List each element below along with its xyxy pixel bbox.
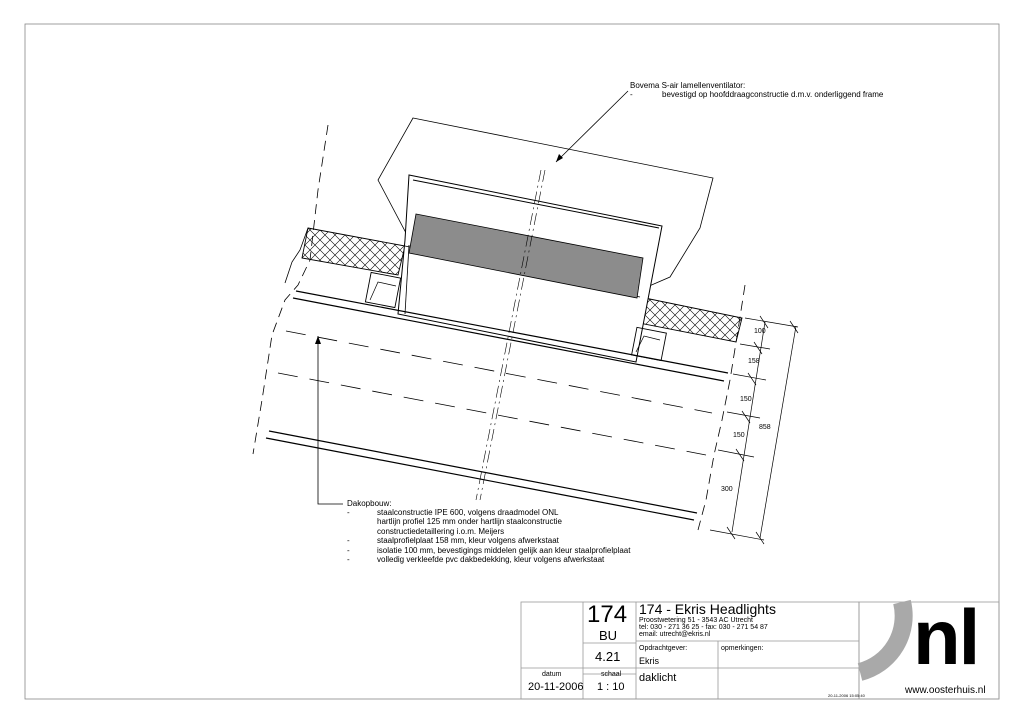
roof-item-dash: -: [347, 545, 350, 555]
ventilator-dash: -: [630, 90, 633, 99]
bracket-left: [365, 272, 400, 307]
remarks-label: opmerkingen:: [721, 645, 764, 652]
drawing-code: BU: [599, 628, 618, 643]
dim-150-b: 150: [733, 432, 745, 439]
sheet-number: 4.21: [595, 649, 621, 664]
flange-top: [269, 431, 697, 513]
scale-value: 1 : 10: [597, 681, 625, 693]
roof-item-dash: -: [347, 555, 350, 564]
date-label: datum: [542, 671, 562, 678]
roof-item-dash: -: [347, 508, 350, 517]
roof-item-dash: -: [347, 536, 350, 546]
client-label: Opdrachtgever:: [639, 645, 688, 652]
logo-arc: [860, 602, 904, 672]
logo-text: nl: [913, 593, 979, 681]
dim-ticks: [710, 316, 798, 544]
ventilator-text: bevestigd op hoofddraagconstructie d.m.v. onderliggend frame: [662, 90, 884, 99]
email: email: utrecht@ekris.nl: [639, 631, 711, 638]
insulation-left: [302, 228, 405, 275]
client-value: Ekris: [639, 656, 659, 666]
roof-item-text: hartlijn profiel 125 mm onder hartlijn staalconstructie: [377, 517, 562, 527]
dim-100: 100: [754, 328, 766, 335]
sheet-border: [25, 24, 999, 699]
dim-858: 858: [759, 424, 771, 431]
dim-150-a: 150: [740, 396, 752, 403]
drawing-name: daklicht: [639, 672, 677, 684]
scale-label: schaal: [601, 671, 622, 678]
hidden-line-1: [286, 331, 712, 413]
ventilator-title: Bovema S-air lamellenventilator:: [630, 81, 746, 90]
project-number: 174: [587, 601, 628, 628]
roof-item-text: volledig verkleefde pvc dakbedekking, kleur volgens afwerkstaat: [377, 555, 605, 564]
break-line-left: [253, 125, 328, 454]
leader-roof: [318, 336, 343, 504]
leader-ventilator: [556, 91, 628, 162]
dim-300: 300: [721, 486, 733, 493]
address: Proostwetering 51 - 3543 AC Utrecht: [639, 617, 754, 624]
roof-item-text: constructiedetaillering i.o.m. Meijers: [377, 526, 505, 536]
roof-item-text: staalconstructie IPE 600, volgens draadmodel ONL: [377, 508, 559, 517]
dim-line-outer: [760, 326, 796, 538]
phone: tel: 030 - 271 36 25 - fax: 030 - 271 54 87: [639, 624, 768, 631]
project-title: 174 - Ekris Headlights: [639, 601, 776, 617]
roof-item-text: staalprofielplaat 158 mm, kleur volgens afwerkstaat: [377, 536, 559, 546]
roof-title: Dakopbouw:: [347, 499, 392, 508]
dim-158: 158: [748, 358, 760, 365]
website: www.oosterhuis.nl: [905, 685, 986, 696]
tiny-stamp: 20-11-2006 15:05:40: [828, 693, 865, 698]
insulation-right: [634, 297, 742, 342]
roof-item-text: isolatie 100 mm, bevestigings middelen gelijk aan kleur staalprofielplaat: [377, 545, 631, 555]
hidden-line-2: [278, 373, 706, 455]
date-value: 20-11-2006: [528, 681, 584, 693]
